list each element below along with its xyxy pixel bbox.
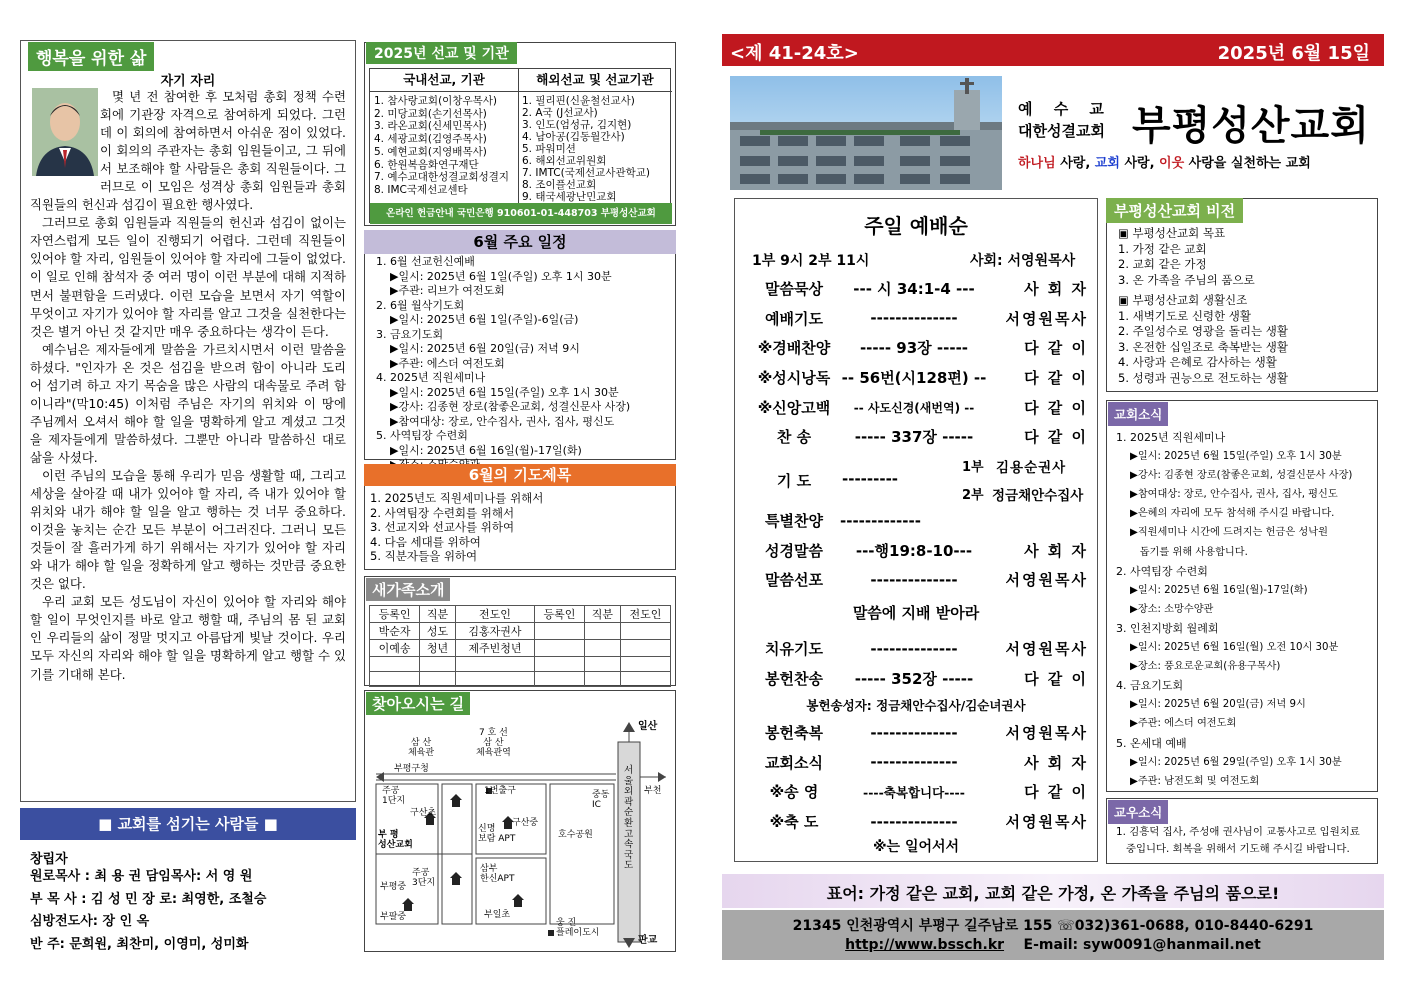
address: 21345 인천광역시 부평구 길주남로 155 ☏032)361-0688, 010-8440-6291 — [792, 918, 1314, 934]
list-item: 5. 직분자들을 위하여 — [370, 549, 478, 564]
motto: 표어: 가정 같은 교회, 교회 같은 가정, 온 가족을 주님의 품으로! — [826, 884, 1280, 903]
missions-inner — [369, 68, 671, 223]
newfamily-table — [369, 605, 671, 687]
list-item: 8. 조이플선교회 — [522, 179, 597, 191]
prayer-list — [370, 491, 543, 564]
map-label-gusinocho: 구산초 — [410, 808, 437, 818]
servants-list — [30, 866, 360, 956]
worship-row: 봉헌찬송 ----- 352장 ----- 다 같 이 — [765, 669, 1088, 688]
map-label-samboo: 삼부 한신APT — [480, 864, 515, 884]
column-title: 자기 자리 — [160, 74, 216, 89]
map-label-jungdong-ic: 중동 IC — [592, 790, 610, 810]
list-item: 2. 사역팀장 수련회 ▶일시: 2025년 6월 16일(월)-17일(화) ▶장소: 소망수양관 — [1116, 564, 1308, 615]
newfamily-tag: 새가족소개 — [366, 578, 450, 601]
list-item: 5. 성령과 권능으로 전도하는 생활 — [1118, 370, 1289, 385]
table-row: 박순자 성도 김홍자권사 — [370, 623, 671, 640]
sermon-title: 말씀에 지배 받아라 — [852, 604, 980, 622]
prayer-title: 6월의 기도제목 — [364, 464, 676, 486]
map-label-bupyeong-jung: 부평중 — [380, 882, 407, 892]
list-item: 5. 온세대 예배 ▶일시: 2025년 6월 29일(주일) 오후 1시 30분 ▶주관: 남전도회 및 여전도회 — [1116, 736, 1342, 787]
worship-row: 특별찬양 ------------- — [765, 511, 921, 531]
servants-founder: 창립자 — [30, 852, 68, 867]
worship-row: ※신앙고백 -- 사도신경(새번역) -- 다 같 이 — [757, 398, 1088, 417]
column-tag: 행복을 위한 삶 — [28, 42, 154, 71]
map-label-ungjin: 웅 진 플레이도시 — [556, 918, 600, 938]
list-item: 6. 해외선교위원회 — [522, 155, 607, 167]
list-item: 1. 가정 같은 교회 — [1118, 241, 1207, 256]
offering-singers: 봉헌송성자: 정금채안수집사/김순녀권사 — [806, 698, 1026, 713]
list-item: 4. 2025년 직원세미나 ▶일시: 2025년 6월 15일(주일) 오후 1시 30분 ▶강사: 김종현 장로(참좋은교회, 성결신문사 사장) ▶참여대상: 장로, 안수집사, 권사, 집사, 평신도 — [376, 371, 631, 428]
worship-order-1 — [752, 274, 1088, 452]
news-list — [1116, 428, 1376, 791]
map-label-bucheon: 부천 — [644, 786, 662, 796]
offering-account: 온라인 헌금안내 국민은행 910601-01-448703 부평성산교회 — [370, 203, 672, 224]
map-label-south: 판교 — [638, 935, 658, 946]
map-label-jugong1: 주공 1단지 — [382, 786, 406, 806]
website-link[interactable]: http://www.bssch.kr — [845, 937, 1005, 953]
church-building-icon — [730, 76, 1002, 190]
missions-tag: 2025년 선교 및 기관 — [366, 42, 517, 64]
worship-host: 사회: 서영원목사 — [970, 253, 1076, 269]
list-item: 1. 2025년도 직원세미나를 위해서 — [370, 491, 544, 505]
list-item: 2. 미당교회(손기선목사) — [374, 107, 487, 120]
kyou-tag: 교우소식 — [1108, 800, 1168, 824]
table-row — [370, 672, 671, 687]
list-item: 6. 한원복음화연구재단 — [374, 158, 479, 171]
map-label-north: 일산 — [638, 721, 658, 732]
list-item: 2. A국 (J선교사) — [522, 107, 598, 119]
domestic-header: 국내선교, 기관 — [370, 69, 519, 92]
table-row — [370, 657, 671, 672]
list-item: 3. 선교지와 선교사를 위하여 — [370, 520, 515, 535]
issue-number: <제 41-24호> — [730, 43, 859, 64]
table-row: 이예송 청년 제주빈청년 — [370, 640, 671, 657]
list-item: 3. 인천지방회 월례회 ▶일시: 2025년 6월 16일(월) 오전 10시 30분 ▶장소: 풍요로운교회(유용구목사) — [1116, 621, 1339, 673]
column-paragraph-1: 몇 년 전 참여한 후 모처럼 총회 정책 수련회에 기관장 자격으로 참여하게 되었다. 그런데 이 회의에 참여하면서 아쉬운 점이 있었다. 이 회의의 주관자는 총회 임원들이고, 그 뒤에서 보조해야 할 사람들은 총회 직원들이다. 그러므로 이 모임은 성격상 총회 임원들과 총회 직원들의 헌신과 섬김이 필요한 행사였다. — [30, 89, 346, 213]
overseas-header: 해외선교 및 선교기관 — [518, 69, 672, 92]
worship-row: 말씀묵상 --- 시 34:1-4 --- 사 회 자 — [765, 280, 1088, 299]
map-label-samsan: 삼 산 체육관 — [408, 738, 435, 758]
email: E-mail: syw0091@hanmail.net — [1023, 937, 1261, 953]
list-item: 1. 2025년 직원세미나 ▶일시: 2025년 6월 15일(주일) 오후 1시 30분 ▶강사: 김종현 장로(참좋은교회, 성결신문사 사장) ▶참여대상: 장로, 안수집사, 권사, 집사, 평신도 ▶은혜의 자리에 모두 참석해 주시길 바랍니다. ▶직원세미나 시간에 드려지는 헌금은 성낙원 돕기를 위해 사용합니다. — [1116, 431, 1353, 558]
worship-order-3 — [752, 634, 1088, 693]
worship-row: ※송 영 ----축복합니다---- 다 같 이 — [769, 783, 1088, 802]
column-paragraph-4: 이런 주님의 모습을 통해 우리가 믿음 생활할 때, 그리고 세상을 살아갈 때 내가 있어야 할 자리, 즉 내가 있어야 할 위치와 내가 해야 할 일을 알고 행하는 것 너무 중요하다. 이것을 놓치는 순간 모든 부분이 어그러진다. 그러니 모든 것들이 잘 흘러가게 하기 위해서는 자기가 있어야 할 자리와 내가 해야 할 일을 정확하게 알고 행하는 것만큼 중요한 것은 없다. — [30, 467, 346, 592]
church-photo — [730, 76, 1002, 190]
worship-row: 예배기도 -------------- 서영원목사 — [765, 309, 1088, 328]
worship-order-2 — [752, 506, 1088, 595]
list-item: 9. 태국세광난민교회 — [522, 191, 617, 203]
news-tag: 교회소식 — [1108, 402, 1168, 426]
list-item: 4. 다음 세대를 위하여 — [370, 534, 481, 549]
issue-date: 2025년 6월 15일 — [1217, 43, 1370, 64]
kyou-list — [1116, 824, 1376, 858]
list-item: 중입니다. 회복을 위해서 기도해 주시길 바랍니다. — [1116, 843, 1350, 855]
list-item: 3. 인도(엄성규, 김지현) — [522, 119, 632, 131]
worship-row: ※경배찬양 ----- 93장 ----- 다 같 이 — [757, 339, 1088, 358]
list-item: 4. 금요기도회 ▶일시: 2025년 6월 20일(금) 저녁 9시 ▶주관: 에스더 여전도회 — [1116, 679, 1306, 730]
worship-row: 찬 송 ----- 337장 ----- 다 같 이 — [776, 428, 1088, 447]
domestic-list — [374, 95, 509, 197]
worship-row: ※성시낭독 -- 56번(시128편) -- 다 같 이 — [757, 369, 1088, 388]
list-item: 1. 김흥덕 집사, 주성애 권사님이 교통사고로 입원치료 — [1116, 826, 1360, 838]
map-label-bupyeonggu: 부평구청 — [394, 764, 429, 774]
worship-times: 1부 9시 2부 11시 — [752, 253, 870, 269]
list-item: 3. 온 가족을 주님의 품으로 — [1118, 272, 1255, 287]
standing-note: ※는 일어서서 — [872, 839, 960, 855]
vision-list: ▣ 부평성산교회 목표 1. 가정 같은 교회 2. 교회 같은 가정 3. 온 가족을 주님의 품으로 ▣ 부평성산교회 생활신조 1. 새벽기도로 신령한 생활 2. 주일성수로 영광을 돌리는 생활 3. 온전한 십일조로 축복받는 생활 4. 사랑과 은혜로 감사하는 생활 5. 성령과 권능으로 전도하는 생활 — [1118, 226, 1289, 385]
servants-row: 심방전도사: 장 인 옥 — [30, 914, 150, 929]
worship-row: 치유기도 -------------- 서영원목사 — [765, 639, 1088, 659]
list-item: 1. 새벽기도로 신령한 생활 — [1118, 308, 1252, 323]
column-paragraph-5: 우리 교회 모든 성도님이 자신이 있어야 할 자리와 해야 할 일이 무엇인지를 바로 알고 행할 때, 주님의 몸 된 교회인 우리들의 삶이 정말 멋지고 아름답게 빛날 것이다. 우리 모두 자신의 자리와 해야 할 일을 명확하게 알고 행할 수 있기를 기대해 본다. — [30, 594, 346, 682]
worship-prayer: 기 도 --------- 1부 김용순권사 2부 정금채안수집사 — [776, 460, 1084, 504]
worship-title: 주일 예배순 — [864, 214, 968, 238]
list-item: 1. 필리핀(신윤철선교사) — [522, 95, 635, 107]
list-item: 2. 사역팀장 수련회를 위해서 — [370, 505, 515, 520]
list-item: 2. 주일성수로 영광을 돌리는 생활 — [1118, 324, 1289, 338]
map-label-gusinjung: 구산중 — [512, 818, 539, 828]
map-label-exit1: 1번출구 — [484, 786, 516, 796]
worship-order-4 — [752, 718, 1088, 836]
map-label-church: 부 평 성산교회 — [378, 830, 413, 850]
vision-tag: 부평성산교회 비전 — [1106, 198, 1243, 223]
schedule-title: 6월 주요 일정 — [364, 230, 676, 254]
column-paragraph-3: 예수님은 제자들에게 말씀을 가르치시면서 이런 말씀을 하셨다. "인자가 온 것은 섬김을 받으려 함이 아니라 도리어 섬기려 하고 자기 목숨을 많은 사람의 대속물로 주려 함이니라"(막10:45) 이처럼 주님은 자기의 위치와 이 땅에 주님께서 오셔서 해야 할 일을 명확하게 알고 계셨고 그것을 제자들에게 말씀하셨다. 그뿐만 아니라 말씀하신 대로 삶을 사셨다. — [30, 341, 346, 465]
column-paragraph-2: 그러므로 총회 임원들과 직원들의 헌신과 섬김이 없이는 자연스럽게 모든 일이 진행되기 어렵다. 그런데 직원들이 있어야 할 자리, 임원들이 있어야 할 자리에 그들이 없었다. 이 일로 인해 참석자 중 여러 명이 이런 부분에 대해 지적하면서 불편함을 드러냈다. 이런 모습을 보면서 자기 역할이 무엇이고 자기가 있어야 할 자리를 알고 그것을 실천한다는 것은 별거 아닌 것 같지만 매우 중요하다는 생각이 든다. — [30, 215, 346, 339]
worship-row: 봉헌축복 -------------- 서영원목사 — [765, 723, 1088, 743]
church-slogan: 하나님 사랑, 교회 사랑, 이웃 사랑을 실천하는 교회 — [1018, 156, 1311, 171]
map-label-bueilcho: 부일초 — [484, 910, 511, 920]
list-item: 1. 참사랑교회(이창우목사) — [374, 95, 497, 107]
overseas-list — [522, 95, 650, 203]
list-item: 8. IMC국제선교센타 — [374, 183, 468, 196]
map-label-hosu-park: 호수공원 — [558, 830, 593, 840]
contact-line — [722, 937, 1384, 953]
list-item: 5. 파워미션 — [522, 143, 576, 155]
header-bar — [722, 34, 1384, 66]
list-item: 4. 사랑과 은혜로 감사하는 생활 — [1118, 355, 1277, 369]
list-item: 5. 사역팀장 수련회 ▶일시: 2025년 6월 16일(월)-17일(화) — [376, 429, 582, 457]
list-item: 1. 6월 선교헌신예배 ▶일시: 2025년 6월 1일(주일) 오후 1시 30분 ▶주관: 리브가 여전도회 — [376, 255, 612, 297]
servants-title: ■ 교회를 섬기는 사람들 ■ — [20, 808, 356, 840]
servants-row: 반 주: 문희원, 최찬미, 이영미, 성미화 — [30, 936, 249, 952]
list-item: 3. 온전한 십일조로 축복받는 생활 — [1118, 339, 1289, 354]
map-label-sinmyung: 신명 보람 APT — [478, 824, 516, 844]
denomination-small: 예 수 교 — [1018, 100, 1112, 118]
list-item: 5. 예현교회(지영배목사) — [374, 145, 487, 158]
directions-map — [372, 718, 672, 950]
column-body — [30, 88, 346, 684]
list-item: 2. 교회 같은 가정 — [1118, 257, 1207, 271]
servants-row: 원로목사 : 최 용 권 담임목사: 서 영 원 — [30, 869, 253, 884]
list-item: 2. 6월 월삭기도회 ▶일시: 2025년 6월 1일(주일)-6일(금) — [376, 298, 579, 326]
servants-row: 부 목 사 : 김 성 민 장 로: 최영한, 조철승 — [30, 891, 267, 907]
map-label-line7: 7 호 선 삼 산 체육관역 — [476, 728, 511, 758]
denomination: 대한성결교회 — [1018, 122, 1105, 140]
church-name: 부평성산교회 — [1132, 103, 1370, 149]
list-item: 7. 예수교대한성결교회성결지 — [374, 171, 510, 184]
table-header-row: 등록인 직분 전도인 등록인 직분 전도인 — [370, 606, 671, 623]
schedule-list — [376, 255, 672, 473]
list-item: 3. 금요기도회 ▶일시: 2025년 6월 20일(금) 저녁 9시 ▶주관: 에스더 여전도회 — [376, 327, 580, 370]
map-label-bupaljung: 부팔중 — [380, 912, 407, 922]
worship-row: ※축 도 -------------- 서영원목사 — [769, 812, 1088, 832]
list-item: 4. 남아공(김동월간사) — [522, 131, 625, 143]
list-item: 4. 세광교회(김영주목사) — [374, 133, 487, 146]
map-label-jugong3: 주공 3단지 — [412, 868, 436, 888]
worship-row: 교회소식 -------------- 사 회 자 — [765, 753, 1088, 772]
worship-row: 말씀선포 -------------- 서영원목사 — [765, 570, 1088, 590]
directions-tag: 찾아오시는 길 — [366, 692, 470, 715]
worship-row: 성경말씀 ---행19:8-10--- 사 회 자 — [765, 541, 1088, 560]
list-item: 3. 라온교회(신세민목사) — [374, 120, 487, 133]
map-label-highway: 서울외곽순환고속국도 — [624, 765, 634, 872]
list-item: 7. IMTC(국제선교사관학교) — [522, 167, 650, 179]
